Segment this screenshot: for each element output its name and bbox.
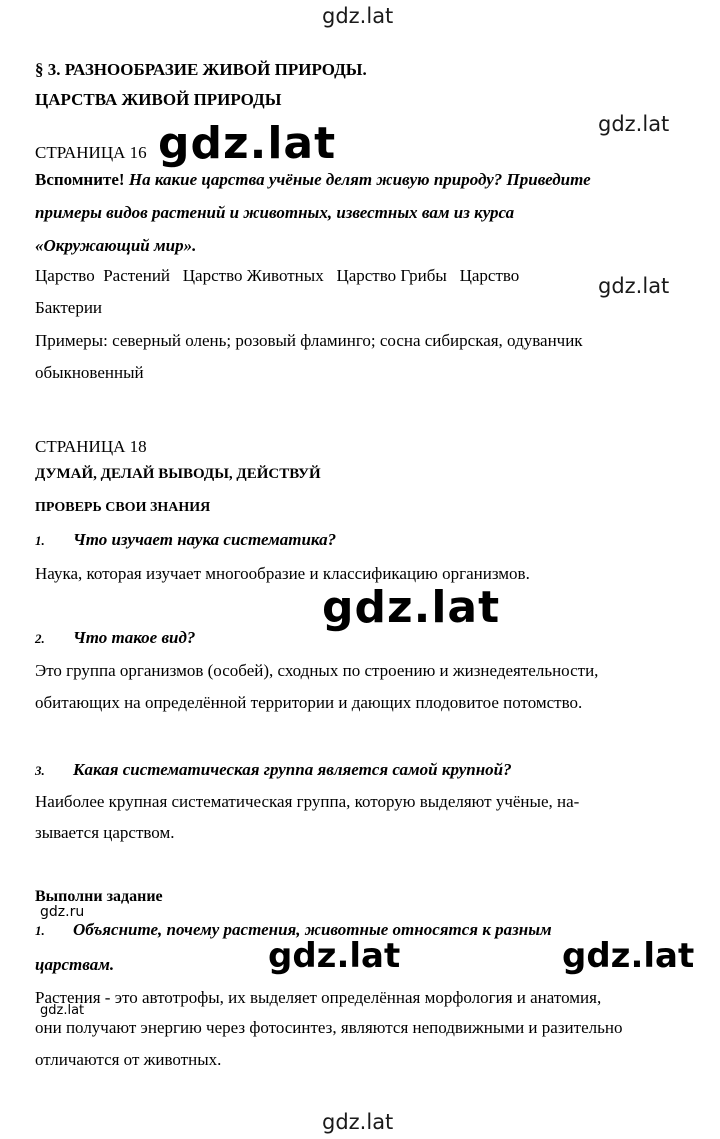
question-3-number: 3.	[35, 763, 45, 778]
question-1-number: 1.	[35, 533, 45, 548]
remember-prefix: Вспомните!	[35, 170, 125, 189]
examples-line-2: обыкновенный	[35, 363, 144, 382]
answer-3-line-1: Наиболее крупная систематическая группа, которую выделяют учёные, на-	[35, 792, 580, 811]
question-2	[35, 628, 195, 648]
task-answer-line-1: Растения - это автотрофы, их выделяет определённая морфология и анатомия,	[35, 988, 602, 1007]
section-check-knowledge: ПРОВЕРЬ СВОИ ЗНАНИЯ	[35, 500, 211, 515]
watermark-small: gdz.lat	[40, 1003, 85, 1018]
question-2-number: 2.	[35, 631, 45, 646]
remember-question-line-3: «Окружающий мир».	[35, 236, 197, 255]
kingdoms-line-2: Бактерии	[35, 298, 103, 317]
question-1	[35, 530, 336, 550]
task-title: Выполни задание	[35, 888, 163, 905]
chapter-title: § 3. РАЗНООБРАЗИЕ ЖИВОЙ ПРИРОДЫ.	[35, 60, 367, 79]
answer-2-line-2: обитающих на определённой территории и дающих плодовитое потомство.	[35, 693, 583, 712]
task-question-1-line-2: царствам.	[35, 955, 115, 974]
examples-line-1: Примеры: северный олень; розовый фламинго; сосна сибирская, одуванчик	[35, 331, 583, 350]
watermark-big-3: gdz.lat	[268, 936, 401, 976]
remember-question-line-1	[35, 170, 591, 190]
question-1-text: Что изучает наука систематика?	[73, 530, 337, 549]
remember-question-line-2: примеры видов растений и животных, известных вам из курса	[35, 203, 515, 222]
watermark-right-1: gdz.lat	[598, 112, 670, 136]
watermark-bottom: gdz.lat	[322, 1110, 394, 1134]
question-2-text: Что такое вид?	[73, 628, 196, 647]
answer-3-line-2: зывается царством.	[35, 823, 175, 842]
watermark-gdz-ru: gdz.ru	[40, 904, 85, 920]
watermark-big-4: gdz.lat	[562, 936, 695, 976]
section-think: ДУМАЙ, ДЕЛАЙ ВЫВОДЫ, ДЕЙСТВУЙ	[35, 466, 321, 482]
task-answer-line-2: они получают энергию через фотосинтез, являются неподвижными и разительно	[35, 1018, 623, 1037]
task-answer-line-3: отличаются от животных.	[35, 1050, 222, 1069]
kingdoms-line-1: Царство Растений Царство Животных Царство Грибы Царство	[35, 266, 520, 285]
remember-question-text: На какие царства учёные делят живую природу? Приведите	[128, 170, 591, 189]
page-18-label: СТРАНИЦА 18	[35, 437, 147, 456]
answer-1: Наука, которая изучает многообразие и классификацию организмов.	[35, 564, 530, 583]
watermark-top: gdz.lat	[322, 4, 394, 28]
page-16-label: СТРАНИЦА 16	[35, 143, 147, 162]
watermark-big-1: gdz.lat	[158, 118, 337, 169]
answer-2-line-1: Это группа организмов (особей), сходных по строению и жизнедеятельности,	[35, 661, 599, 680]
task-question-1-text: Объясните, почему растения, животные относятся к разным	[73, 920, 552, 939]
question-3-text: Какая систематическая группа является самой крупной?	[73, 760, 512, 779]
watermark-big-2: gdz.lat	[322, 582, 501, 633]
watermark-right-2: gdz.lat	[598, 274, 670, 298]
chapter-subtitle: ЦАРСТВА ЖИВОЙ ПРИРОДЫ	[35, 90, 282, 109]
question-3	[35, 760, 512, 780]
task-question-1-number: 1.	[35, 923, 45, 938]
